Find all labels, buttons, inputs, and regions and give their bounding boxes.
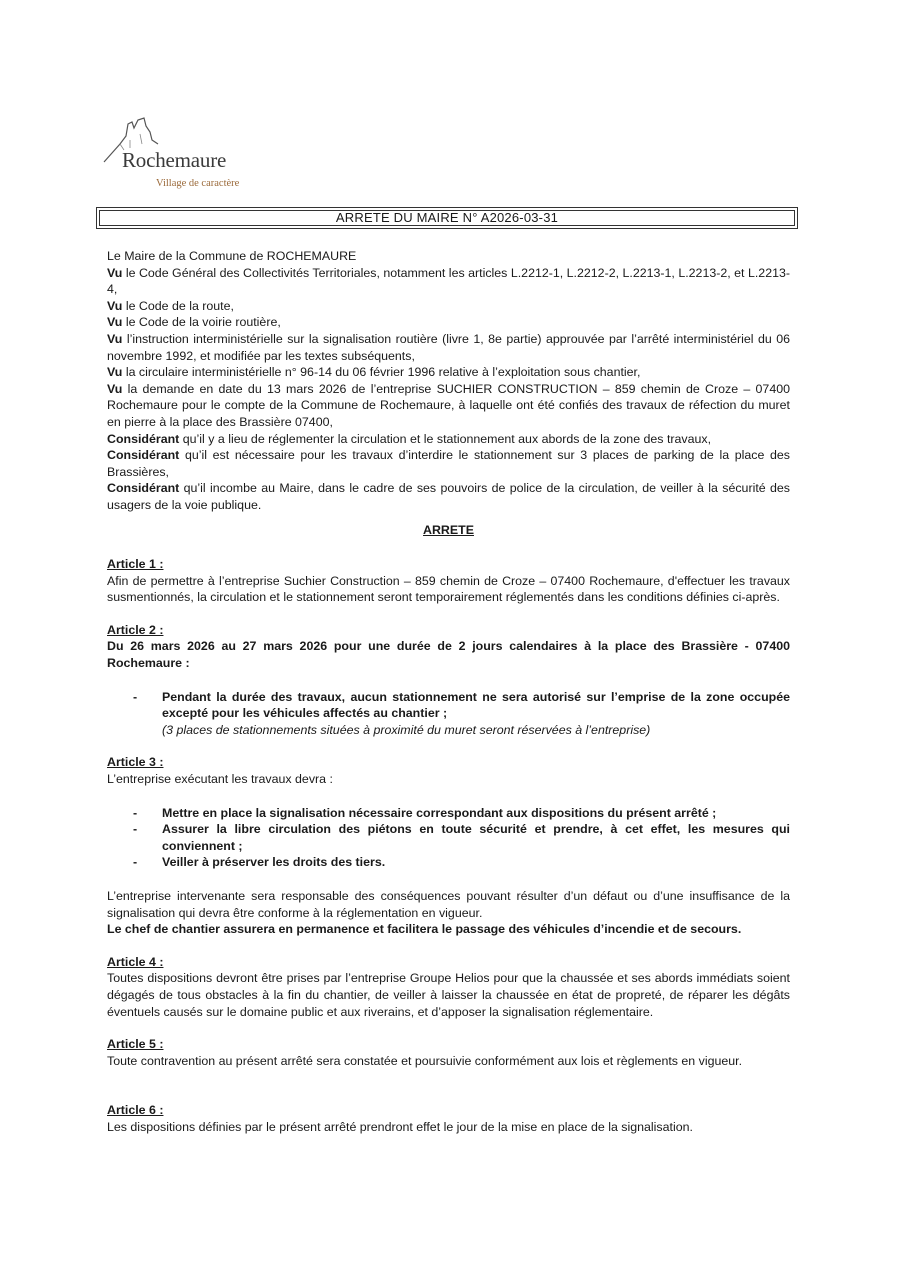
preamble-line: Vu le Code Général des Collectivités Territoriales, notamment les articles L.2212-1, L.2212-2, L.2213-1, L.2213-2, et L.2213-4, (107, 265, 790, 297)
list-item: - Assurer la libre circulation des piétons en toute sécurité et prendre, à cet effet, les mesures qui conviennent ; (133, 822, 790, 853)
decree-title: ARRETE DU MAIRE N° A2026-03-31 (96, 207, 798, 229)
list-item: - Veiller à préserver les droits des tiers. (133, 855, 386, 870)
article-2-period: Du 26 mars 2026 au 27 mars 2026 pour une durée de 2 jours calendaires à la place des Brassière - 07400 Rochemaure : (107, 639, 790, 671)
logo-tagline: Village de caractère (156, 178, 240, 189)
article-5-heading: Article 5 : (107, 1037, 164, 1052)
list-item: - Pendant la durée des travaux, aucun stationnement ne sera autorisé sur l’emprise de la zone occupée excepté pour les véhicules affectés au chantier ; (133, 689, 790, 721)
article-4-heading: Article 4 : (107, 954, 164, 969)
preamble-line: Vu l’instruction interministérielle sur la signalisation routière (livre 1, 8e partie) approuvée par l’arrêté interministériel du 06 novembre 1992, et modifiée par les textes subséquents, (107, 331, 790, 363)
list-item: - Mettre en place la signalisation nécessaire correspondant aux dispositions du présent arrêté ; (133, 805, 717, 820)
preamble-line: Vu la demande en date du 13 mars 2026 de l’entreprise SUCHIER CONSTRUCTION – 859 chemin de Croze – 07400 Rochemaure pour le compte de la Commune de Rochemaure, à laquelle ont été confiés des travaux de réfection du muret en pierre à la place des Brassière 07400, (107, 381, 790, 429)
article-1-heading: Article 1 : (107, 557, 164, 572)
preamble-line: Le Maire de la Commune de ROCHEMAURE (107, 249, 357, 263)
article-3-heading: Article 3 : (107, 755, 164, 770)
article-3-responsibility: L’entreprise intervenante sera responsable des conséquences pouvant résulter d’un défaut ou d’une insuffisance de la signalisation qui devra être conforme à la réglementation en vigueur. (107, 889, 790, 920)
article-3-intro: L’entreprise exécutant les travaux devra : (107, 772, 333, 787)
article-5-text: Toute contravention au présent arrêté sera constatée et poursuivie conformément aux lois et règlements en vigueur. (107, 1053, 743, 1068)
article-4-text: Toutes dispositions devront être prises par l’entreprise Groupe Helios pour que la chaussée et ses abords immédiats soient dégagés de tous obstacles à la fin du chantier, de veiller à laisser la chaussée en état de propreté, de réparer les dégâts éventuels causés sur le domaine public et aux riverains, et d’apposer la signalisation réglementaire. (107, 971, 790, 1019)
decree-heading: ARRETE (423, 522, 474, 537)
article-3-chief: Le chef de chantier assurera en permanence et facilitera le passage des véhicules d’incendie et de secours. (107, 922, 742, 937)
preamble-line: Vu le Code de la route, (107, 298, 234, 313)
article-6-heading: Article 6 : (107, 1103, 164, 1118)
logo-name: Rochemaure (122, 148, 227, 172)
preamble-line: Considérant qu’il est nécessaire pour les travaux d’interdire le stationnement sur 3 places de parking de la place des Brassières, (107, 448, 790, 479)
preamble-line: Considérant qu’il incombe au Maire, dans le cadre de ses pouvoirs de police de la circulation, de veiller à la sécurité des usagers de la voie publique. (107, 481, 790, 512)
preamble-line: Vu la circulaire interministérielle n° 96-14 du 06 février 1996 relative à l’exploitation sous chantier, (107, 365, 641, 380)
article-1-text: Afin de permettre à l’entreprise Suchier Construction – 859 chemin de Croze – 07400 Rochemaure, d'effectuer les travaux susmentionnés, la circulation et le stationnement seront temporairement réglementés dans les conditions définies ci-après. (107, 573, 790, 605)
decree-body (107, 248, 790, 1136)
preamble-line: Vu le Code de la voirie routière, (107, 315, 281, 330)
preamble (107, 248, 790, 514)
list-item-note: (3 places de stationnements situées à proximité du muret seront réservées à l’entreprise) (162, 722, 651, 737)
article-2-heading: Article 2 : (107, 622, 164, 637)
preamble-line: Considérant qu’il y a lieu de réglementer la circulation et le stationnement aux abords de la zone des travaux, (107, 431, 712, 446)
article-6-text: Les dispositions définies par le présent arrêté prendront effet le jour de la mise en place de la signalisation. (107, 1119, 693, 1134)
commune-logo (100, 114, 260, 200)
